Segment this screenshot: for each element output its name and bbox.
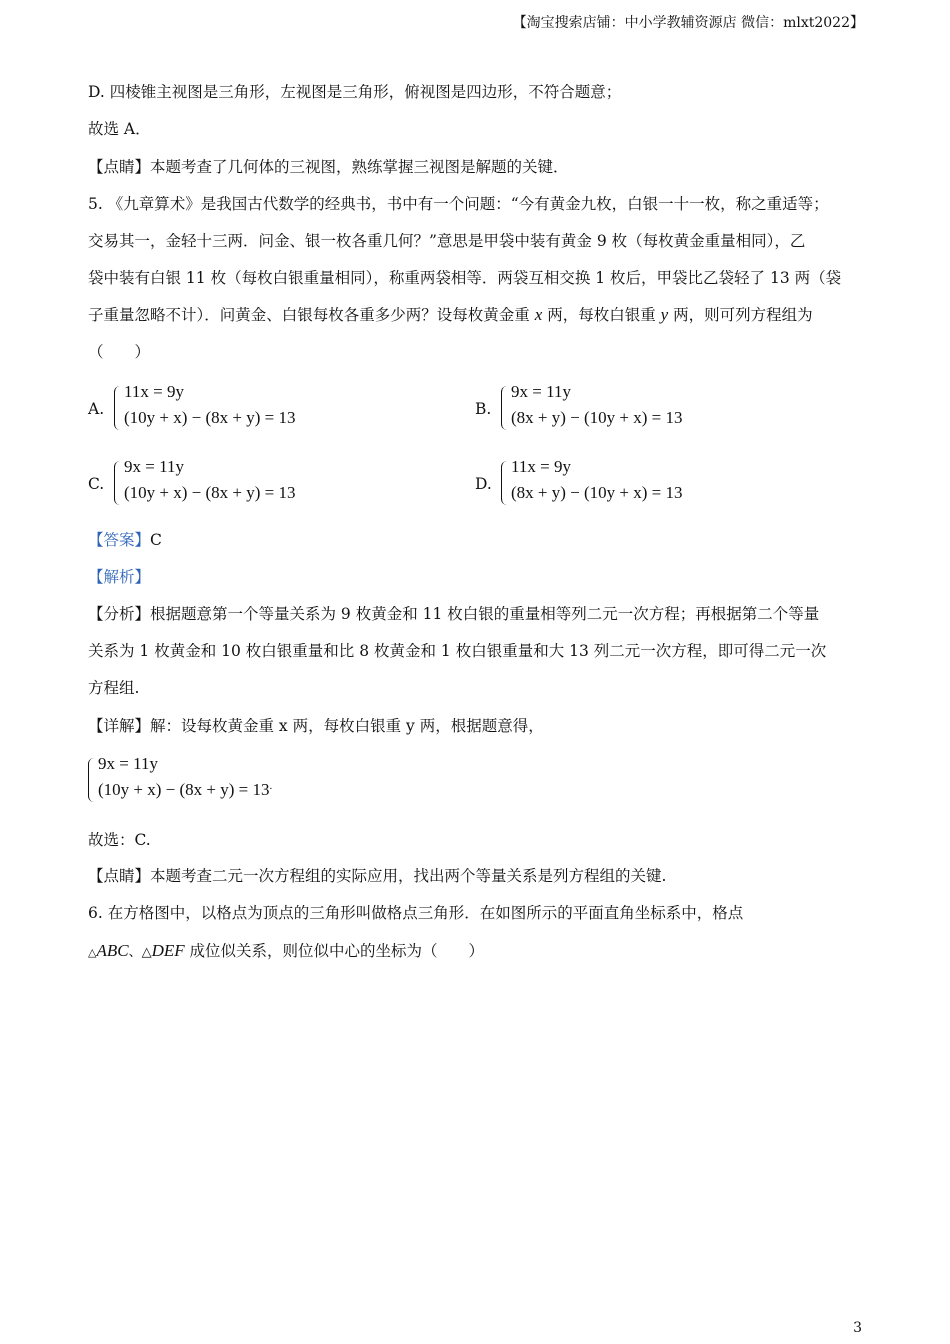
q5-blank: （ ） xyxy=(88,343,151,361)
option-c-eq2: (10y + x) − (8x + y) = 13 xyxy=(124,483,296,502)
brace-icon xyxy=(88,758,97,802)
option-d-label: D. xyxy=(475,475,492,493)
q6-line-1: 6. 在方格图中，以格点为顶点的三角形叫做格点三角形．在如图所示的平面直角坐标系中，格点 xyxy=(88,904,744,922)
var-x: x xyxy=(534,305,543,324)
triangle-def: DEF xyxy=(151,941,185,960)
option-d-eq1: 11x = 9y xyxy=(511,457,571,476)
page-header: 【淘宝搜索店铺：中小学教辅资源店 微信：mlxt2022】 xyxy=(512,15,864,31)
q5-line-3: 袋中装有白银 11 枚（每枚白银重量相同），称重两袋相等．两袋互相交换 1 枚后，甲袋比乙袋轻了 13 两（袋 xyxy=(88,269,842,287)
solution-system xyxy=(88,754,348,806)
solution-eq2 xyxy=(98,780,272,800)
option-d-eq2: (8x + y) − (10y + x) = 13 xyxy=(511,483,683,502)
option-a-eq1: 11x = 9y xyxy=(124,382,184,401)
comment-q5: 【点睛】本题考查二元一次方程组的实际应用，找出两个等量关系是列方程组的关键. xyxy=(88,867,667,885)
var-y: y xyxy=(660,305,669,324)
solution-end-dot: . xyxy=(269,780,273,792)
brace-icon xyxy=(114,386,123,430)
brace-icon xyxy=(501,386,510,430)
brace-icon xyxy=(114,461,123,505)
option-b-label: B. xyxy=(475,400,492,418)
triangle-symbol-2: 、△ xyxy=(128,945,152,960)
q6-text-end: 成位似关系，则位似中心的坐标为（ ） xyxy=(184,942,485,960)
answer-label: 【答案】 xyxy=(88,531,151,549)
brace-icon xyxy=(501,461,510,505)
triangle-abc: ABC xyxy=(96,941,129,960)
comment-q4: 【点睛】本题考查了几何体的三视图，熟练掌握三视图是解题的关键． xyxy=(88,158,569,176)
page-number: 3 xyxy=(853,1320,862,1336)
q5-line-4 xyxy=(88,305,813,325)
option-c-eq1: 9x = 11y xyxy=(124,457,184,476)
q5-line-2: 交易其一，金轻十三两．问金、银一枚各重几何？”意思是甲袋中装有黄金 9 枚（每枚黄金重量相同），乙 xyxy=(88,232,806,250)
solution-eq1: 9x = 11y xyxy=(98,754,158,773)
choice-statement-c: 故选：C. xyxy=(88,831,151,849)
option-a-system xyxy=(114,382,354,434)
option-a-eq2: (10y + x) − (8x + y) = 13 xyxy=(124,408,296,427)
analysis-label: 【解析】 xyxy=(88,568,151,586)
option-c-label: C. xyxy=(88,475,105,493)
analysis-line-2: 关系为 1 枚黄金和 10 枚白银重量和比 8 枚黄金和 1 枚白银重量和大 13 列二元一次方程，即可得二元一次 xyxy=(88,642,827,660)
option-a-label: A. xyxy=(88,400,105,418)
option-d-explanation: D. 四棱锥主视图是三角形，左视图是三角形，俯视图是四边形，不符合题意； xyxy=(88,83,622,101)
answer-line xyxy=(88,530,162,550)
choice-statement-a: 故选 A． xyxy=(88,120,151,138)
analysis-line-3: 方程组. xyxy=(88,679,140,697)
option-b-eq1: 9x = 11y xyxy=(511,382,571,401)
option-b-system xyxy=(501,382,741,434)
triangle-symbol-1: △ xyxy=(88,946,97,959)
q5-text-a: 子重量忽略不计）．问黄金、白银每枚各重多少两？设每枚黄金重 xyxy=(88,306,530,324)
q5-line-1: 5. 《九章算术》是我国古代数学的经典书，书中有一个问题：“今有黄金九枚，白银一十一枚，称之重适等； xyxy=(88,195,829,213)
q5-text-b: 两，每枚白银重 xyxy=(547,306,656,324)
detail-line: 【详解】解：设每枚黄金重 x 两，每枚白银重 y 两，根据题意得， xyxy=(88,717,544,735)
q6-line-2 xyxy=(88,941,484,963)
analysis-line-1: 【分析】根据题意第一个等量关系为 9 枚黄金和 11 枚白银的重量相等列二元一次方程；再根据第二个等量 xyxy=(88,605,820,623)
answer-value: C xyxy=(150,531,162,549)
option-b-eq2: (8x + y) − (10y + x) = 13 xyxy=(511,408,683,427)
option-c-system xyxy=(114,457,354,509)
solution-eq2-text: (10y + x) − (8x + y) = 13 xyxy=(98,780,270,799)
q5-text-c: 两，则可列方程组为 xyxy=(673,306,813,324)
option-d-system xyxy=(501,457,741,509)
